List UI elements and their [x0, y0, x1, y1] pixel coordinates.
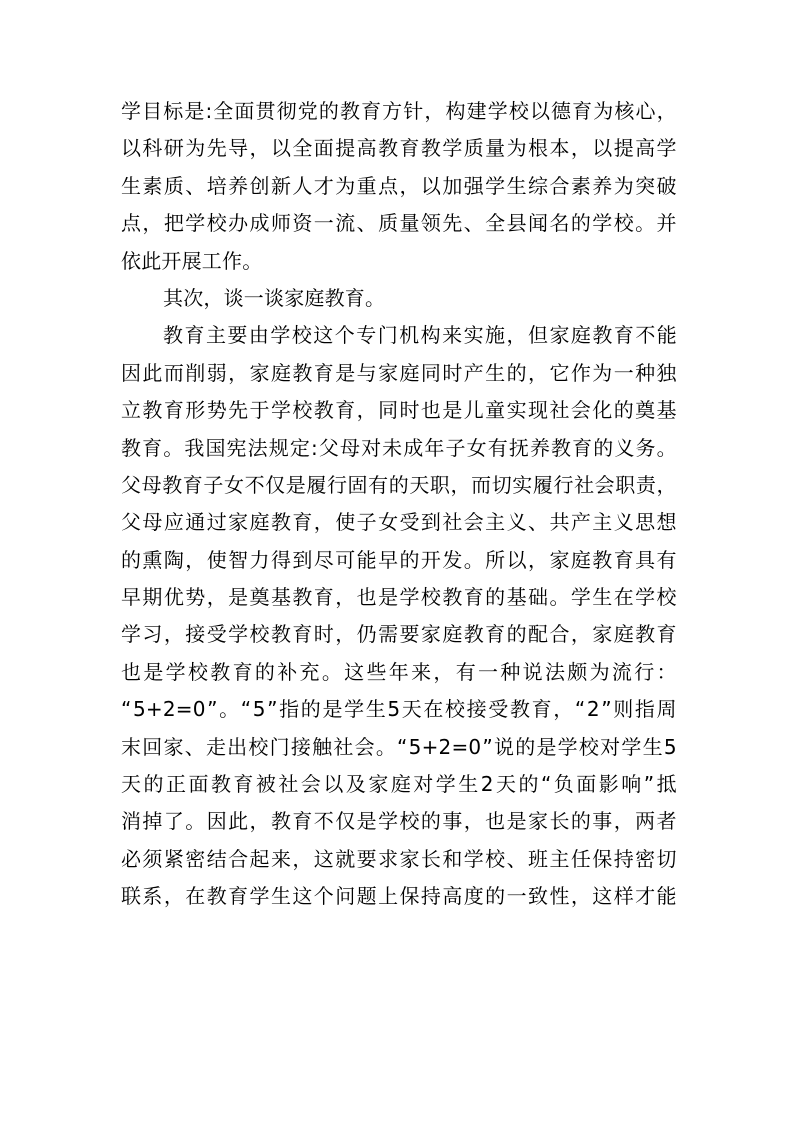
text-line: 父 母 教 育 子 女 不 仅 是 履 行 固 有 的 天 职 ， 而 切 实 履 行 社 会 职 责 ，	[121, 472, 677, 497]
text-line: 立 教 育 形 势 先 于 学 校 教 育 ， 同 时 也 是 儿 童 实 现 社 会 化 的 奠 基	[121, 398, 677, 423]
text-line: 点 ， 把 学 校 办 成 师 资 一 流 、 质 量 领 先 、 全 县 闻 名 的 学 校 。 并	[121, 211, 677, 236]
text-line: 早 期 优 势 ， 是 奠 基 教 育 ， 也 是 学 校 教 育 的 基 础 。 学 生 在 学 校	[121, 585, 677, 610]
text-line: 父 母 应 通 过 家 庭 教 育 ， 使 子 女 受 到 社 会 主 义 、 共 产 主 义 思 想	[121, 510, 677, 535]
text-line: 末 回 家 、 走 出 校 门 接 触 社 会 。 “ 5+2=0 ” 说 的 是 学 校 对 学 生 5	[121, 734, 677, 759]
paragraph-p3	[121, 317, 677, 915]
text-line: 联 系 ， 在 教 育 学 生 这 个 问 题 上 保 持 高 度 的 一 致 性 ， 这 样 才 能	[121, 884, 677, 909]
paragraph-p2	[121, 280, 677, 317]
text-line: 生 素 质 、 培 养 创 新 人 才 为 重 点 ， 以 加 强 学 生 综 合 素 养 为 突 破	[121, 173, 677, 198]
text-line: 学 习 ， 接 受 学 校 教 育 时 ， 仍 需 要 家 庭 教 育 的 配 合 ， 家 庭 教 育	[121, 622, 677, 647]
text-line: 消 掉 了 。 因 此 ， 教 育 不 仅 是 学 校 的 事 ， 也 是 家 长 的 事 ， 两 者	[121, 809, 677, 834]
text-line: 学 目 标 是 : 全 面 贯 彻 党 的 教 育 方 针 ， 构 建 学 校 以 德 育 为 核 心 ，	[121, 99, 677, 123]
paragraph-p1	[121, 93, 677, 280]
text-line: 教 育 。 我 国 宪 法 规 定 : 父 母 对 未 成 年 子 女 有 抚 养 教 育 的 义 务 。	[121, 435, 677, 460]
text-line: 天 的 正 面 教 育 被 社 会 以 及 家 庭 对 学 生 2 天 的 “ 负 面 影 响 ” 抵	[121, 772, 677, 797]
text-line: 以 科 研 为 先 导 ， 以 全 面 提 高 教 育 教 学 质 量 为 根 本 ， 以 提 高 学	[121, 136, 677, 161]
text-line: 教 育 主 要 由 学 校 这 个 专 门 机 构 来 实 施 ， 但 家 庭 教 育 不 能	[163, 323, 677, 348]
text-line: 因 此 而 削 弱 ， 家 庭 教 育 是 与 家 庭 同 时 产 生 的 ， 它 作 为 一 种 独	[121, 360, 677, 385]
document-body	[121, 93, 677, 916]
text-line: 依此开展工作。	[121, 248, 263, 273]
text-line: “ 5+2=0 ” 。 “ 5 ” 指 的 是 学 生 5 天 在 校 接 受 教 育 ， “ 2 ” 则 指 周	[121, 697, 677, 722]
text-line: 也 是 学 校 教 育 的 补 充 。 这 些 年 来 ， 有 一 种 说 法 颇 为 流 行 ：	[121, 659, 677, 684]
text-line: 必 须 紧 密 结 合 起 来 ， 这 就 要 求 家 长 和 学 校 、 班 主 任 保 持 密 切	[121, 846, 677, 871]
text-line: 其次，谈一谈家庭教育。	[163, 285, 386, 310]
text-line: 的 熏 陶 ， 使 智 力 得 到 尽 可 能 早 的 开 发 。 所 以 ， 家 庭 教 育 具 有	[121, 547, 677, 572]
